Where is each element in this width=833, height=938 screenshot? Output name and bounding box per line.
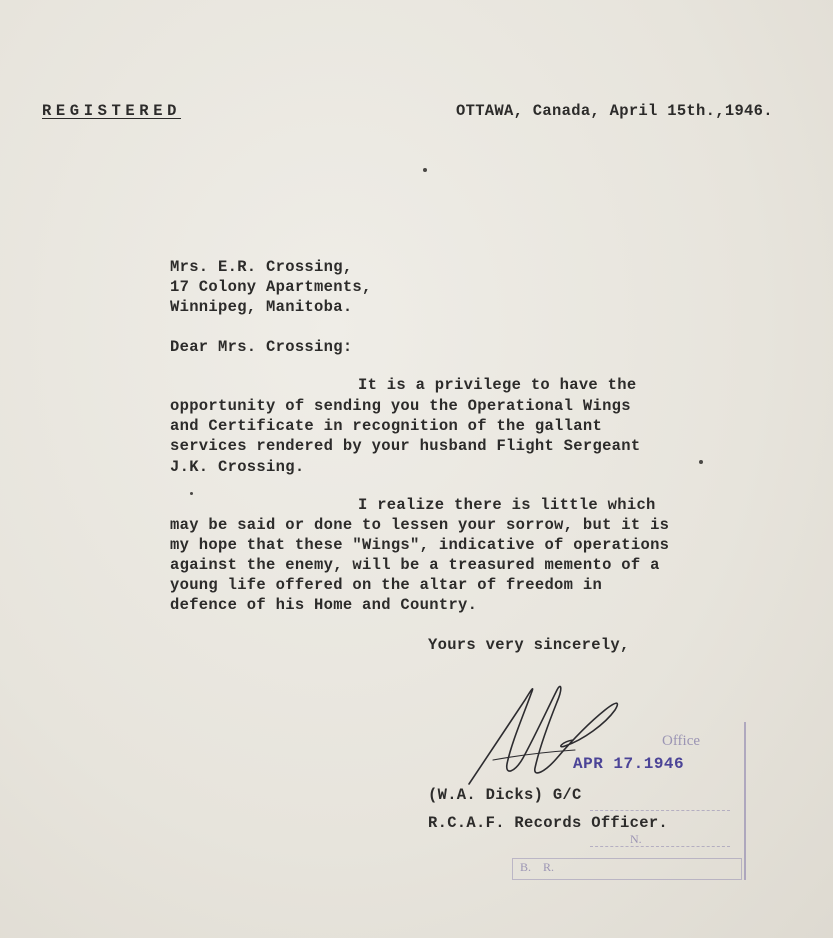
- paragraph1-line: and Certificate in recognition of the gallant: [170, 417, 603, 435]
- paragraph2-line: my hope that these "Wings", indicative of operations: [170, 536, 670, 554]
- signatory-title: R.C.A.F. Records Officer.: [428, 814, 669, 832]
- paragraph2-line: against the enemy, will be a treasured memento of a: [170, 556, 660, 574]
- paper-speck: [423, 168, 427, 172]
- paragraph1-line: J.K. Crossing.: [170, 458, 305, 476]
- signatory-name: (W.A. Dicks) G/C: [428, 786, 582, 804]
- paragraph2-line: may be said or done to lessen your sorrow, but it is: [170, 516, 670, 534]
- handwritten-signature: [465, 680, 635, 790]
- paragraph1-line: It is a privilege to have the: [358, 376, 637, 394]
- closing: Yours very sincerely,: [428, 636, 630, 654]
- stamp-bottom-text: B. R.: [520, 860, 555, 874]
- paper-speck: [699, 460, 703, 464]
- salutation: Dear Mrs. Crossing:: [170, 338, 353, 356]
- paragraph2-line: young life offered on the altar of freedom in: [170, 576, 603, 594]
- paper-speck: [190, 492, 193, 495]
- registered-heading: REGISTERED: [42, 102, 182, 120]
- dateline: OTTAWA, Canada, April 15th.,1946.: [456, 102, 773, 120]
- paragraph1-line: opportunity of sending you the Operational Wings: [170, 397, 631, 415]
- stamp-line: [590, 810, 730, 811]
- address-line: Mrs. E.R. Crossing,: [170, 258, 353, 276]
- paragraph1-line: services rendered by your husband Flight Sergeant: [170, 437, 641, 455]
- stamp-line-text: N.: [630, 832, 642, 846]
- paragraph2-line: defence of his Home and Country.: [170, 596, 478, 614]
- stamp-office-text: Office: [662, 733, 701, 749]
- stamp-date: APR 17.1946: [573, 755, 685, 773]
- paragraph2-line: I realize there is little which: [358, 496, 656, 514]
- address-line: Winnipeg, Manitoba.: [170, 298, 353, 316]
- address-line: 17 Colony Apartments,: [170, 278, 372, 296]
- stamp-line: [590, 846, 730, 847]
